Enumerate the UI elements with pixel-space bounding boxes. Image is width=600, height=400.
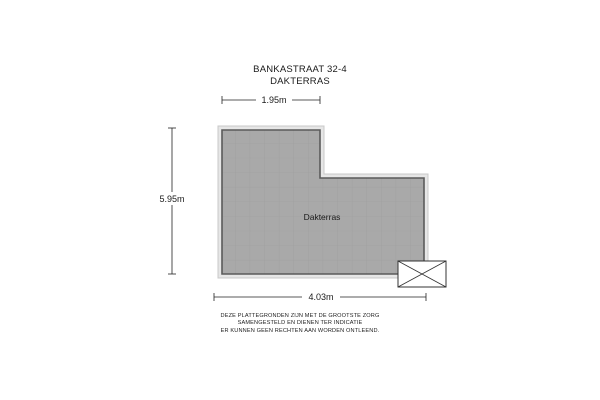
- disclaimer-line-2: SAMENGESTELD EN DIENEN TER INDICATIE: [237, 320, 363, 327]
- floor-title: DAKTERRAS: [270, 76, 330, 87]
- disclaimer-line-1: DEZE PLATTEGRONDEN ZIJN MET DE GROOTSTE ZORG: [220, 313, 380, 319]
- disclaimer-line-3: ER KUNNEN GEEN RECHTEN AAN WORDEN ONTLEEND.: [220, 327, 380, 334]
- room-label: Dakterras: [303, 212, 341, 222]
- dimension-top-label: 1.95m: [261, 95, 287, 105]
- dimension-left: [154, 128, 190, 274]
- address-title: BANKASTRAAT 32-4: [253, 64, 347, 75]
- dimension-bottom: [214, 290, 426, 303]
- dimension-bottom-label: 4.03m: [308, 292, 334, 302]
- dimension-left-label: 5.95m: [159, 194, 185, 204]
- dimension-top: [222, 93, 320, 105]
- roof-hatch: [398, 261, 446, 287]
- disclaimer-text: [170, 313, 430, 335]
